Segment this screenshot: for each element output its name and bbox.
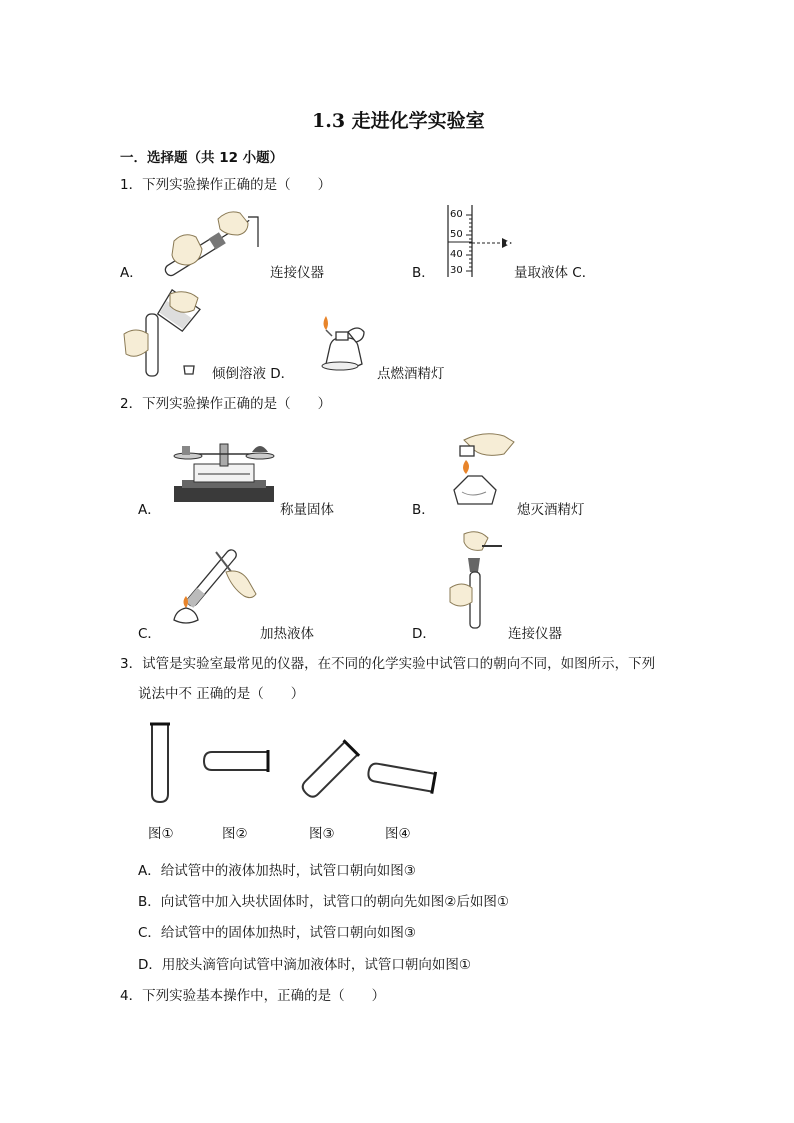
page-title: 1.3 走进化学实验室 <box>312 110 485 132</box>
q1-stem: 1．下列实验操作正确的是（ ） <box>120 177 332 193</box>
q1-c-figure <box>120 290 212 380</box>
q2-d-letter: D． <box>412 626 436 642</box>
q3-tubes-figure <box>146 718 446 808</box>
q2-a-figure <box>172 436 276 506</box>
q1-b-tick-30: 30 <box>450 265 463 276</box>
q1-a-label: 连接仪器 <box>270 265 324 281</box>
q2-a-letter: A． <box>138 502 161 518</box>
q1-a-letter: A． <box>120 265 143 281</box>
q1-a-figure <box>148 205 268 277</box>
q1-b-tick-40: 40 <box>450 249 463 260</box>
q2-b-letter: B． <box>412 502 435 518</box>
q2-a-label: 称量固体 <box>280 502 334 518</box>
q3-option-a: A．给试管中的液体加热时，试管口朝向如图③ <box>138 863 416 879</box>
q2-c-figure <box>170 538 260 630</box>
q1-b-label: 量取液体 C． <box>514 265 596 281</box>
q2-b-label: 熄灭酒精灯 <box>517 502 585 518</box>
q2-c-letter: C． <box>138 626 161 642</box>
q1-b-tick-50: 50 <box>450 229 463 240</box>
q1-b-tick-60: 60 <box>450 209 463 220</box>
q2-b-figure <box>444 430 516 510</box>
q3-fig-label-4: 图④ <box>385 826 411 842</box>
q1-c-label: 倾倒溶液 D． <box>212 366 295 382</box>
q4-stem: 4．下列实验基本操作中，正确的是（ ） <box>120 988 386 1004</box>
q1-b-letter: B． <box>412 265 435 281</box>
q3-fig-label-2: 图② <box>222 826 248 842</box>
q2-stem: 2．下列实验操作正确的是（ ） <box>120 396 332 412</box>
q2-d-figure <box>444 528 510 630</box>
q3-stem-line1: 3．试管是实验室最常见的仪器，在不同的化学实验中试管口的朝向不同，如图所示，下列 <box>120 656 656 672</box>
q3-option-d: D．用胶头滴管向试管中滴加液体时，试管口朝向如图① <box>138 957 471 973</box>
q3-option-b: B．向试管中加入块状固体时，试管口的朝向先如图②后如图① <box>138 894 509 910</box>
q3-fig-label-3: 图③ <box>309 826 335 842</box>
q1-d-label: 点燃酒精灯 <box>377 366 445 382</box>
q3-option-c: C．给试管中的固体加热时，试管口朝向如图③ <box>138 925 417 941</box>
q2-c-label: 加热液体 <box>260 626 314 642</box>
q3-fig-label-1: 图① <box>148 826 174 842</box>
q3-stem-line2: 说法中不 正确的是（ ） <box>138 686 305 702</box>
section-heading: 一．选择题（共 12 小题） <box>120 150 284 166</box>
q1-d-figure <box>312 312 372 376</box>
q2-d-label: 连接仪器 <box>508 626 562 642</box>
